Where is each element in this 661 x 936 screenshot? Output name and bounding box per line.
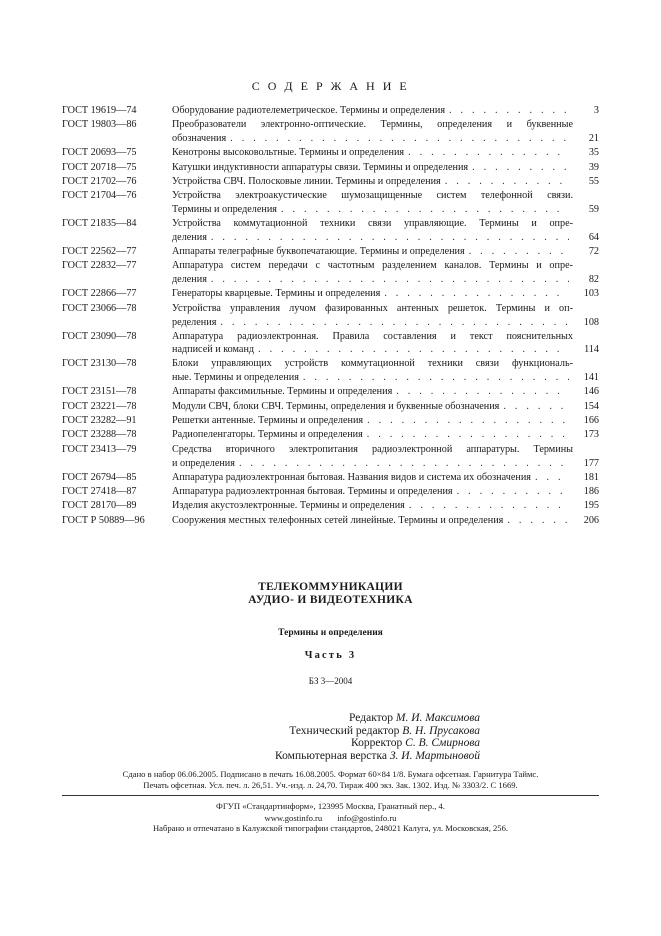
toc-title [172, 273, 573, 287]
toc-row [62, 217, 599, 231]
toc-row [62, 175, 599, 189]
credit-tech-editor [180, 725, 480, 738]
toc-title-line [172, 259, 573, 273]
toc-page-number[interactable]: 166 [583, 414, 599, 426]
toc-title-text: Аппаратура радиоэлектронная бытовая. Названия видов и система их обозначения [172, 471, 531, 483]
toc-code: ГОСТ 23221—78 [62, 400, 137, 412]
toc-title-line [172, 245, 573, 259]
toc-page-number[interactable]: 141 [583, 372, 599, 384]
toc-title-text: Аппаратура радиоэлектронная бытовая. Термины и определения [172, 485, 453, 497]
toc-title-text: Блоки управляющих устройств коммутационной техники связи функциональ- [172, 358, 573, 370]
credit-name: З. И. Мартыновой [389, 749, 480, 762]
toc-row [62, 273, 599, 287]
toc-page-number[interactable]: 55 [588, 176, 599, 188]
credit-name: М. И. Максимова [395, 712, 480, 724]
toc-title-text: Термины и определения [172, 204, 277, 216]
toc-code: ГОСТ 22562—77 [62, 246, 137, 258]
toc-page-number[interactable]: 82 [588, 274, 599, 286]
toc-title-line [172, 231, 573, 245]
toc-title [172, 189, 573, 203]
toc-title-line [172, 414, 573, 428]
toc-title-line [172, 330, 573, 344]
toc-code: ГОСТ 21835—84 [62, 218, 137, 230]
toc-title-text: Генераторы кварцевые. Термины и определения [172, 288, 381, 300]
toc-title [172, 330, 573, 344]
toc-title-text: Оборудование радиотелеметрическое. Термины и определения [172, 105, 446, 116]
toc-code: ГОСТ 23130—78 [62, 358, 137, 370]
toc-page-number[interactable] [573, 118, 599, 132]
toc-leader-dots [469, 245, 569, 259]
toc-title-text: Аппаратура радиоэлектронная. Правила составления и текст пояснительных [172, 330, 573, 342]
toc-row [62, 514, 599, 528]
section-subtitle: Термины и определения [278, 628, 383, 638]
toc-title-text: Средства вторичного электропитания радиоэлектронной аппаратуры. Термины [172, 443, 573, 455]
toc-title [172, 132, 573, 146]
toc-title-line [172, 385, 573, 399]
toc-title-line [172, 457, 573, 471]
toc-code [62, 371, 172, 385]
part-label: Часть 3 [304, 650, 357, 661]
toc-leader-dots [409, 499, 569, 513]
toc-page-number[interactable]: 72 [588, 246, 599, 258]
toc-leader-dots [367, 414, 569, 428]
toc-title-text: деления [172, 274, 207, 286]
toc-title-line [172, 175, 573, 189]
toc-title-text: ределения [172, 316, 217, 328]
toc-leader-dots [211, 273, 569, 287]
toc-title-text: Аппараты телеграфные буквопечатающие. Термины и определения [172, 246, 465, 258]
toc-page-number[interactable]: 146 [583, 386, 599, 398]
toc-title [172, 175, 573, 189]
credit-corrector [180, 737, 480, 750]
toc-page-number[interactable] [573, 259, 599, 273]
toc-title-line [172, 357, 573, 371]
toc-title [172, 146, 573, 160]
toc-title-text: Аппаратура систем передачи с частотным разделением каналов. Термины и опре- [172, 260, 573, 272]
toc-code: ГОСТ 21704—76 [62, 190, 137, 202]
toc-leader-dots [507, 514, 569, 528]
toc-code [62, 316, 172, 330]
toc-row [62, 357, 599, 371]
toc-leader-dots [449, 104, 569, 118]
toc-title-line [172, 400, 573, 414]
toc-title [172, 371, 573, 385]
credit-layout [180, 750, 480, 763]
publisher-info [0, 801, 661, 824]
print-info-line-2: Печать офсетная. Усл. печ. л. 26,51. Уч.-изд. л. 24,70. Тираж 400 экз. Зак. 1302. Изд. № 3303/2. С 1669. [143, 780, 518, 790]
toc-title [172, 231, 573, 245]
toc-title-text: Преобразователи электронно-оптические. Термины, определения и буквенные [172, 119, 573, 131]
toc-leader-dots [503, 400, 569, 414]
toc-page-number[interactable]: 206 [583, 514, 599, 526]
toc-title-line [172, 287, 573, 301]
toc-title-text: Устройства СВЧ. Полосковые линии. Термины и определения [172, 176, 441, 188]
toc-title [172, 343, 573, 357]
toc-code: ГОСТ 20718—75 [62, 161, 137, 173]
toc-code: ГОСТ 22866—77 [62, 288, 137, 300]
toc-title-text: надписей и команд [172, 344, 255, 356]
toc-title-line [172, 471, 573, 485]
toc-page-number[interactable]: 39 [588, 161, 599, 173]
toc-title [172, 443, 573, 457]
toc-title-line [172, 161, 573, 175]
toc-page-number[interactable]: 3 [593, 105, 599, 116]
toc-row [62, 132, 599, 146]
toc-code: ГОСТ 23288—78 [62, 429, 137, 441]
toc-row [62, 302, 599, 316]
toc-row [62, 400, 599, 414]
bz-code: БЗ 3—2004 [308, 676, 353, 686]
toc-page-number[interactable]: 103 [583, 288, 599, 300]
toc-title [172, 203, 573, 217]
toc-title-line [172, 273, 573, 287]
toc-title-text: ные. Термины и определения [172, 372, 299, 384]
toc-title-text: деления [172, 232, 207, 244]
toc-code: ГОСТ 22832—77 [62, 260, 137, 272]
toc-title-text: Сооружения местных телефонных сетей линейные. Термины и определения [172, 514, 504, 526]
toc-row [62, 499, 599, 513]
toc-row [62, 316, 599, 330]
toc-title-text: Устройства управления лучом фазированных антенных решеток. Термины и оп- [172, 302, 573, 314]
toc-title-text: Устройства электроакустические шумозащищенные систем телефонной связи. [172, 190, 573, 202]
toc-title-line [172, 485, 573, 499]
toc-row [62, 245, 599, 259]
toc-row [62, 385, 599, 399]
toc-code: ГОСТ 23090—78 [62, 330, 137, 342]
publisher-email[interactable]: info@gostinfo.ru [337, 812, 397, 823]
toc-leader-dots [408, 146, 569, 160]
credits [180, 712, 480, 762]
toc-row [62, 343, 599, 357]
toc-title-line [172, 443, 573, 457]
divider [62, 795, 599, 796]
toc-leader-dots [281, 203, 569, 217]
toc-page-number[interactable]: 64 [588, 232, 599, 244]
toc-title-line [172, 499, 573, 513]
toc-row [62, 161, 599, 175]
toc-title-text: Модули СВЧ, блоки СВЧ. Термины, определения и буквенные обозначения [172, 400, 500, 412]
toc-code: ГОСТ Р 50889—96 [62, 514, 145, 526]
toc-row [62, 231, 599, 245]
toc-page-number[interactable]: 181 [583, 471, 599, 483]
toc-page-number[interactable]: 114 [584, 344, 599, 356]
toc-leader-dots [220, 316, 569, 330]
table-of-contents [62, 104, 599, 528]
toc-code [62, 132, 172, 146]
toc-title-line [172, 203, 573, 217]
toc-code: ГОСТ 23413—79 [62, 443, 137, 455]
toc-row [62, 414, 599, 428]
toc-code: ГОСТ 23151—78 [62, 386, 137, 398]
toc-title [172, 499, 573, 513]
toc-title [172, 259, 573, 273]
toc-code: ГОСТ 23066—78 [62, 302, 137, 314]
toc-title-text: обозначения [172, 133, 227, 145]
toc-title [172, 485, 573, 499]
typography-info: Набрано и отпечатано в Калужской типографии стандартов, 248021 Калуга, ул. Московская, 256. [152, 823, 509, 833]
print-info [0, 769, 661, 791]
toc-leader-dots [258, 343, 569, 357]
toc-row [62, 259, 599, 273]
toc-page-number[interactable] [573, 302, 599, 316]
toc-leader-dots [445, 175, 569, 189]
toc-leader-dots [303, 371, 569, 385]
publisher-site[interactable]: www.gostinfo.ru [264, 812, 323, 823]
toc-title [172, 385, 573, 399]
toc-page-number[interactable] [573, 443, 599, 457]
credit-name: В. Н. Прусакова [402, 724, 480, 737]
toc-page-number[interactable] [573, 357, 599, 371]
toc-code: ГОСТ 26794—85 [62, 471, 137, 483]
toc-code [62, 273, 172, 287]
credit-role: Компьютерная верстка [275, 749, 387, 762]
toc-code: ГОСТ 21702—76 [62, 176, 137, 188]
toc-page-number[interactable]: 59 [588, 204, 599, 216]
print-info-line-1: Сдано в набор 06.06.2005. Подписано в печать 16.08.2005. Формат 60×84 1/8. Бумага офсетная. Гарнитура Таймс. [122, 769, 539, 779]
toc-title [172, 514, 573, 528]
toc-title-line [172, 343, 573, 357]
publisher-address: ФГУП «Стандартинформ», 123995 Москва, Гранатный пер., 4. [216, 801, 445, 811]
toc-title [172, 287, 573, 301]
toc-row [62, 428, 599, 442]
toc-title-line [172, 428, 573, 442]
toc-title-line [172, 104, 573, 118]
toc-title-text: Катушки индуктивности аппаратуры связи. Термины и определения [172, 161, 469, 173]
toc-title [172, 245, 573, 259]
toc-leader-dots [230, 132, 569, 146]
toc-title [172, 357, 573, 371]
toc-title-text: Радиопеленгаторы. Термины и определения [172, 429, 363, 441]
credit-role: Технический редактор [289, 724, 400, 737]
toc-page-number[interactable]: 173 [583, 429, 599, 441]
toc-title [172, 316, 573, 330]
toc-title [172, 471, 573, 485]
toc-title-line [172, 132, 573, 146]
toc-row [62, 485, 599, 499]
toc-title-line [172, 316, 573, 330]
toc-title-text: Устройства коммутационной техники связи управляющие. Термины и опре- [172, 218, 573, 230]
toc-title [172, 161, 573, 175]
toc-title [172, 414, 573, 428]
toc-title [172, 302, 573, 316]
toc-row [62, 203, 599, 217]
toc-leader-dots [384, 287, 569, 301]
toc-code: ГОСТ 19619—74 [62, 105, 137, 116]
toc-title-line [172, 146, 573, 160]
credit-editor [180, 712, 480, 725]
toc-code: ГОСТ 27418—87 [62, 485, 137, 497]
toc-title-line [172, 118, 573, 132]
toc-row [62, 146, 599, 160]
toc-page-number[interactable]: 21 [588, 133, 599, 145]
toc-page-number[interactable]: 186 [583, 485, 599, 497]
toc-row [62, 471, 599, 485]
section-title-line-2: АУДИО- И ВИДЕОТЕХНИКА [248, 594, 413, 606]
toc-code [62, 203, 172, 217]
toc-page-number[interactable] [573, 189, 599, 203]
toc-leader-dots [457, 485, 569, 499]
toc-code [62, 343, 172, 357]
toc-row [62, 287, 599, 301]
toc-row [62, 189, 599, 203]
toc-title-line [172, 302, 573, 316]
toc-page-number[interactable] [573, 217, 599, 231]
toc-row [62, 104, 599, 118]
toc-page-number[interactable]: 177 [583, 457, 599, 469]
toc-row [62, 330, 599, 344]
toc-page-number[interactable]: 35 [588, 147, 599, 159]
toc-title-text: Аппараты факсимильные. Термины и определения [172, 386, 393, 398]
toc-row [62, 118, 599, 132]
toc-code [62, 231, 172, 245]
toc-code: ГОСТ 20693—75 [62, 147, 137, 159]
toc-title [172, 118, 573, 132]
toc-leader-dots [239, 457, 569, 471]
toc-title-line [172, 371, 573, 385]
toc-leader-dots [367, 428, 569, 442]
toc-row [62, 457, 599, 471]
toc-page-number[interactable]: 154 [583, 400, 599, 412]
toc-code: ГОСТ 23282—91 [62, 414, 137, 426]
toc-title-text: Решетки антенные. Термины и определения [172, 414, 364, 426]
toc-title [172, 217, 573, 231]
toc-title-text: и определения [172, 457, 235, 469]
toc-title-text: Изделия акустоэлектронные. Термины и определения [172, 500, 405, 512]
credit-name: С. В. Смирнова [405, 737, 480, 749]
toc-leader-dots [535, 471, 569, 485]
toc-leader-dots [472, 161, 569, 175]
credit-role: Редактор [349, 712, 394, 724]
toc-title-text: Кенотроны высоковольтные. Термины и определения [172, 147, 405, 159]
toc-title-line [172, 514, 573, 528]
toc-code: ГОСТ 28170—89 [62, 500, 137, 512]
credit-role: Корректор [351, 737, 403, 749]
toc-title-line [172, 217, 573, 231]
toc-title [172, 428, 573, 442]
toc-code [62, 457, 172, 471]
toc-title-line [172, 189, 573, 203]
toc-page-number[interactable]: 108 [583, 316, 599, 328]
toc-code: ГОСТ 19803—86 [62, 119, 137, 131]
toc-page-number[interactable]: 195 [583, 500, 599, 512]
toc-page-number[interactable] [573, 330, 599, 344]
toc-title [172, 457, 573, 471]
page-title: С О Д Е Р Ж А Н И Е [251, 79, 410, 93]
toc-leader-dots [396, 385, 569, 399]
toc-title [172, 104, 573, 118]
toc-leader-dots [211, 231, 569, 245]
section-title-line-1: ТЕЛЕКОММУНИКАЦИИ [258, 581, 403, 593]
toc-row [62, 371, 599, 385]
toc-title [172, 400, 573, 414]
toc-row [62, 443, 599, 457]
section-title [0, 581, 661, 607]
